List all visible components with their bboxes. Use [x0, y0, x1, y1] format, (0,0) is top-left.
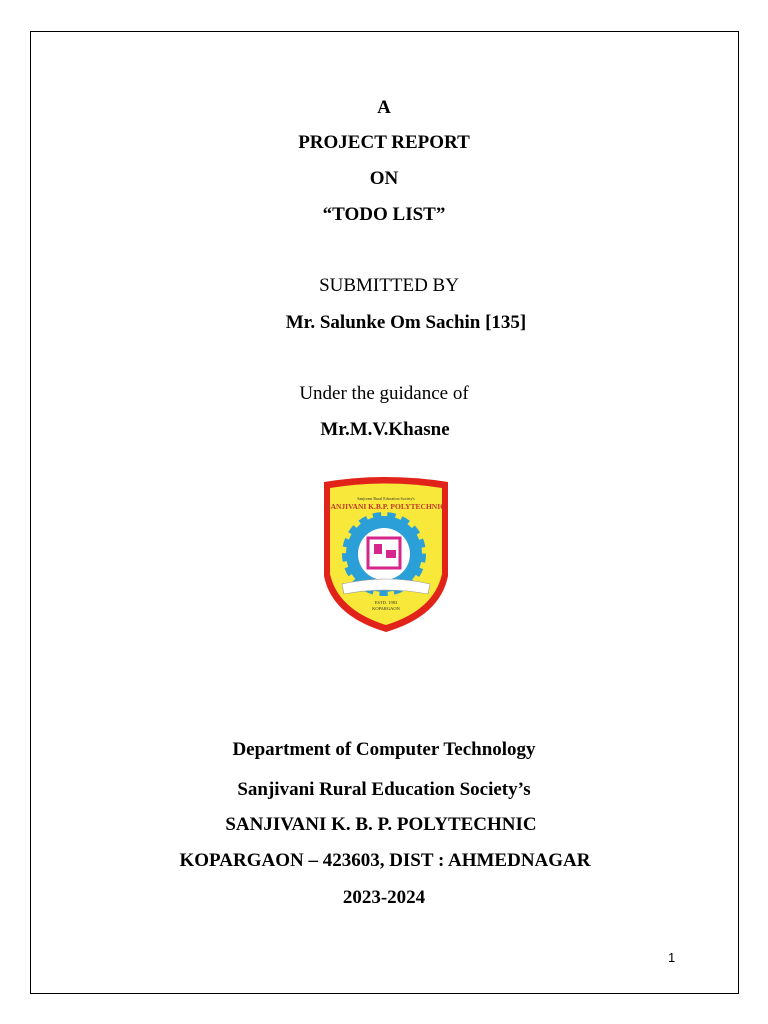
college-name: SANJIVANI K. B. P. POLYTECHNIC [225, 814, 537, 835]
title-project-report: PROJECT REPORT [298, 132, 470, 153]
department: Department of Computer Technology [232, 739, 536, 760]
society-name: Sanjivani Rural Education Society’s [237, 779, 531, 800]
guide-name: Mr.M.V.Khasne [320, 419, 450, 440]
college-address: KOPARGAON – 423603, DIST : AHMEDNAGAR [179, 850, 591, 871]
logo-place-text: KOPARGAON [372, 606, 400, 611]
college-logo [320, 476, 452, 634]
title-on: ON [369, 168, 399, 189]
logo-name-text: SANJIVANI K.B.P. POLYTECHNIC [326, 502, 446, 511]
guidance-label: Under the guidance of [299, 383, 469, 404]
submitted-by-label: SUBMITTED BY [319, 275, 459, 296]
academic-year: 2023-2024 [342, 887, 426, 908]
logo-estd-text: ESTD. 1983 [374, 600, 398, 605]
project-title: “TODO LIST” [322, 204, 446, 225]
student-name: Mr. Salunke Om Sachin [135] [285, 312, 527, 333]
logo-society-text: Sanjivani Rural Education Society's [357, 496, 415, 501]
page-number: 1 [668, 950, 676, 965]
title-a: A [377, 97, 391, 118]
